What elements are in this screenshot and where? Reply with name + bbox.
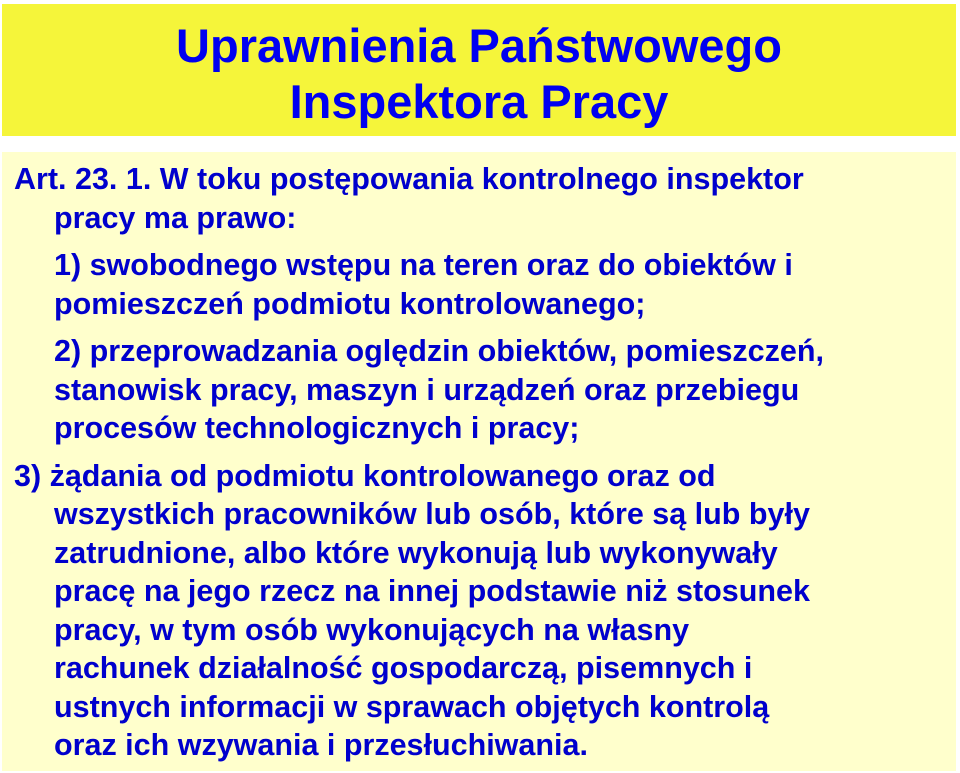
title-line-1: Uprawnienia Państwowego [176,19,782,72]
list-item-2 [14,332,956,448]
list-item-3 [14,457,956,765]
list-item-line: 1) swobodnego wstępu na teren oraz do obiektów i [54,248,793,282]
list-item-line: pomieszczeń podmiotu kontrolowanego; [54,286,646,321]
list-item-line: stanowisk pracy, maszyn i urządzeń oraz przebiegu [54,372,800,407]
intro-paragraph [14,160,956,237]
title-banner [2,4,956,136]
intro-line: pracy ma prawo: [54,200,297,235]
list-item-line: pracę na jego rzecz na innej podstawie niż stosunek [54,574,810,608]
list-item-line: ustnych informacji w sprawach objętych kontrolą [54,689,770,724]
list-item-line: pracy, w tym osób wykonujących na własny [54,612,690,647]
list-item-line: 3) żądania od podmiotu kontrolowanego oraz od [14,458,716,493]
list-item-line: zatrudnione, albo które wykonują lub wykonywały [54,535,778,570]
list-item-line: rachunek działalność gospodarczą, pisemnych i [54,651,753,685]
list-item-1 [14,246,956,323]
list-item-line: oraz ich wzywania i przesłuchiwania. [54,728,588,762]
intro-line: Art. 23. 1. W toku postępowania kontrolnego inspektor [14,162,804,196]
content-panel [2,152,956,771]
title-line-2: Inspektora Pracy [289,75,669,128]
list-item-line: 2) przeprowadzania oględzin obiektów, pomieszczeń, [54,334,824,368]
list-item-line: procesów technologicznych i pracy; [54,411,580,445]
list-item-line: wszystkich pracowników lub osób, które są lub były [54,497,810,531]
